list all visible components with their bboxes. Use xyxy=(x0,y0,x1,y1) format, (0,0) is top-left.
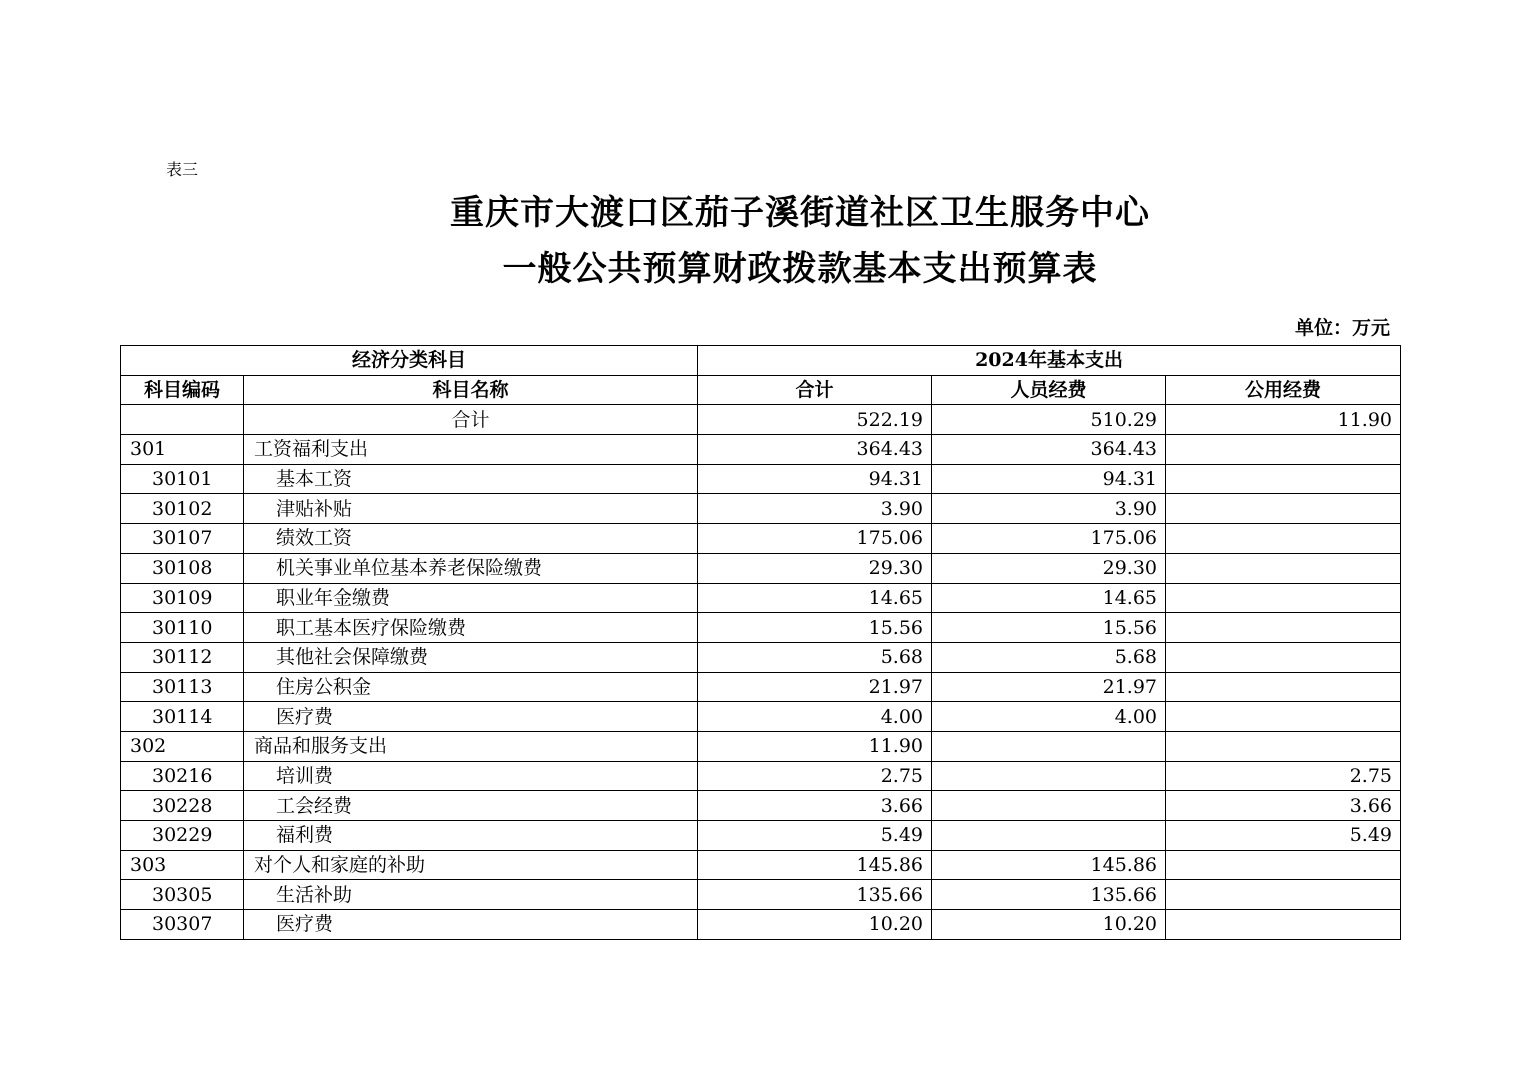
row-name: 工资福利支出 xyxy=(244,435,698,465)
table-row xyxy=(121,731,1401,761)
header-name: 科目名称 xyxy=(244,375,698,405)
row-name: 医疗费 xyxy=(244,702,698,732)
table-row xyxy=(121,761,1401,791)
row-code: 30110 xyxy=(121,613,244,643)
row-personnel xyxy=(932,791,1166,821)
document-title-line1: 重庆市大渡口区茄子溪街道社区卫生服务中心 xyxy=(450,193,1150,233)
header-category: 经济分类科目 xyxy=(121,346,698,376)
row-total: 94.31 xyxy=(698,464,932,494)
total-code xyxy=(121,405,244,435)
row-public xyxy=(1166,910,1401,940)
budget-table xyxy=(120,345,1401,940)
header-code: 科目编码 xyxy=(121,375,244,405)
table-row xyxy=(121,524,1401,554)
row-public xyxy=(1166,524,1401,554)
row-code: 30114 xyxy=(121,702,244,732)
row-name: 商品和服务支出 xyxy=(244,731,698,761)
document-title-line2: 一般公共预算财政拨款基本支出预算表 xyxy=(502,249,1098,289)
row-code: 30228 xyxy=(121,791,244,821)
table-row xyxy=(121,435,1401,465)
row-total: 29.30 xyxy=(698,553,932,583)
row-total: 364.43 xyxy=(698,435,932,465)
row-public: 2.75 xyxy=(1166,761,1401,791)
row-total: 15.56 xyxy=(698,613,932,643)
row-name: 津贴补贴 xyxy=(244,494,698,524)
table-row xyxy=(121,910,1401,940)
row-name: 工会经费 xyxy=(244,791,698,821)
row-public: 5.49 xyxy=(1166,821,1401,851)
row-public xyxy=(1166,583,1401,613)
table-row xyxy=(121,583,1401,613)
row-total: 14.65 xyxy=(698,583,932,613)
table-row xyxy=(121,702,1401,732)
row-name: 机关事业单位基本养老保险缴费 xyxy=(244,553,698,583)
header-personnel: 人员经费 xyxy=(932,375,1166,405)
row-personnel xyxy=(932,731,1166,761)
row-personnel: 4.00 xyxy=(932,702,1166,732)
row-public xyxy=(1166,553,1401,583)
row-personnel: 364.43 xyxy=(932,435,1166,465)
row-public xyxy=(1166,642,1401,672)
row-code: 30216 xyxy=(121,761,244,791)
table-row xyxy=(121,553,1401,583)
row-personnel: 5.68 xyxy=(932,642,1166,672)
row-total: 5.49 xyxy=(698,821,932,851)
row-name: 基本工资 xyxy=(244,464,698,494)
row-total: 10.20 xyxy=(698,910,932,940)
row-public xyxy=(1166,880,1401,910)
total-name: 合计 xyxy=(244,405,698,435)
row-public xyxy=(1166,464,1401,494)
table-row xyxy=(121,791,1401,821)
header-total: 合计 xyxy=(698,375,932,405)
row-personnel: 175.06 xyxy=(932,524,1166,554)
row-personnel xyxy=(932,821,1166,851)
row-code: 301 xyxy=(121,435,244,465)
row-name: 医疗费 xyxy=(244,910,698,940)
unit-label: 单位：万元 xyxy=(1294,317,1390,339)
table-number: 表三 xyxy=(166,160,199,179)
row-personnel: 21.97 xyxy=(932,672,1166,702)
row-total: 11.90 xyxy=(698,731,932,761)
total-personnel: 510.29 xyxy=(932,405,1166,435)
row-total: 145.86 xyxy=(698,850,932,880)
row-name: 培训费 xyxy=(244,761,698,791)
table-row xyxy=(121,672,1401,702)
row-public xyxy=(1166,702,1401,732)
row-public xyxy=(1166,435,1401,465)
row-name: 对个人和家庭的补助 xyxy=(244,850,698,880)
row-public xyxy=(1166,672,1401,702)
row-name: 职业年金缴费 xyxy=(244,583,698,613)
row-total: 4.00 xyxy=(698,702,932,732)
row-code: 302 xyxy=(121,731,244,761)
table-row xyxy=(121,613,1401,643)
header-expense: 2024年基本支出 xyxy=(698,346,1401,376)
total-public: 11.90 xyxy=(1166,405,1401,435)
row-code: 30109 xyxy=(121,583,244,613)
total-row xyxy=(121,405,1401,435)
row-personnel: 94.31 xyxy=(932,464,1166,494)
row-name: 其他社会保障缴费 xyxy=(244,642,698,672)
row-code: 30307 xyxy=(121,910,244,940)
total-total: 522.19 xyxy=(698,405,932,435)
row-total: 3.66 xyxy=(698,791,932,821)
row-code: 30112 xyxy=(121,642,244,672)
row-code: 30107 xyxy=(121,524,244,554)
row-total: 21.97 xyxy=(698,672,932,702)
row-name: 绩效工资 xyxy=(244,524,698,554)
row-public xyxy=(1166,731,1401,761)
column-header-row xyxy=(121,375,1401,405)
table-row xyxy=(121,642,1401,672)
row-code: 303 xyxy=(121,850,244,880)
row-personnel: 10.20 xyxy=(932,910,1166,940)
row-code: 30101 xyxy=(121,464,244,494)
row-personnel: 15.56 xyxy=(932,613,1166,643)
group-header-row xyxy=(121,346,1401,376)
row-total: 2.75 xyxy=(698,761,932,791)
row-name: 住房公积金 xyxy=(244,672,698,702)
row-code: 30108 xyxy=(121,553,244,583)
row-code: 30102 xyxy=(121,494,244,524)
row-name: 福利费 xyxy=(244,821,698,851)
row-personnel xyxy=(932,761,1166,791)
header-public: 公用经费 xyxy=(1166,375,1401,405)
row-public xyxy=(1166,850,1401,880)
row-personnel: 3.90 xyxy=(932,494,1166,524)
row-total: 175.06 xyxy=(698,524,932,554)
table-row xyxy=(121,464,1401,494)
row-personnel: 29.30 xyxy=(932,553,1166,583)
row-code: 30113 xyxy=(121,672,244,702)
row-code: 30305 xyxy=(121,880,244,910)
row-public xyxy=(1166,494,1401,524)
row-personnel: 135.66 xyxy=(932,880,1166,910)
table-row xyxy=(121,880,1401,910)
row-name: 生活补助 xyxy=(244,880,698,910)
table-row xyxy=(121,821,1401,851)
table-row xyxy=(121,494,1401,524)
row-total: 3.90 xyxy=(698,494,932,524)
row-name: 职工基本医疗保险缴费 xyxy=(244,613,698,643)
row-code: 30229 xyxy=(121,821,244,851)
row-total: 135.66 xyxy=(698,880,932,910)
row-personnel: 145.86 xyxy=(932,850,1166,880)
row-public xyxy=(1166,613,1401,643)
row-total: 5.68 xyxy=(698,642,932,672)
table-row xyxy=(121,850,1401,880)
row-public: 3.66 xyxy=(1166,791,1401,821)
row-personnel: 14.65 xyxy=(932,583,1166,613)
table-body xyxy=(121,405,1401,939)
